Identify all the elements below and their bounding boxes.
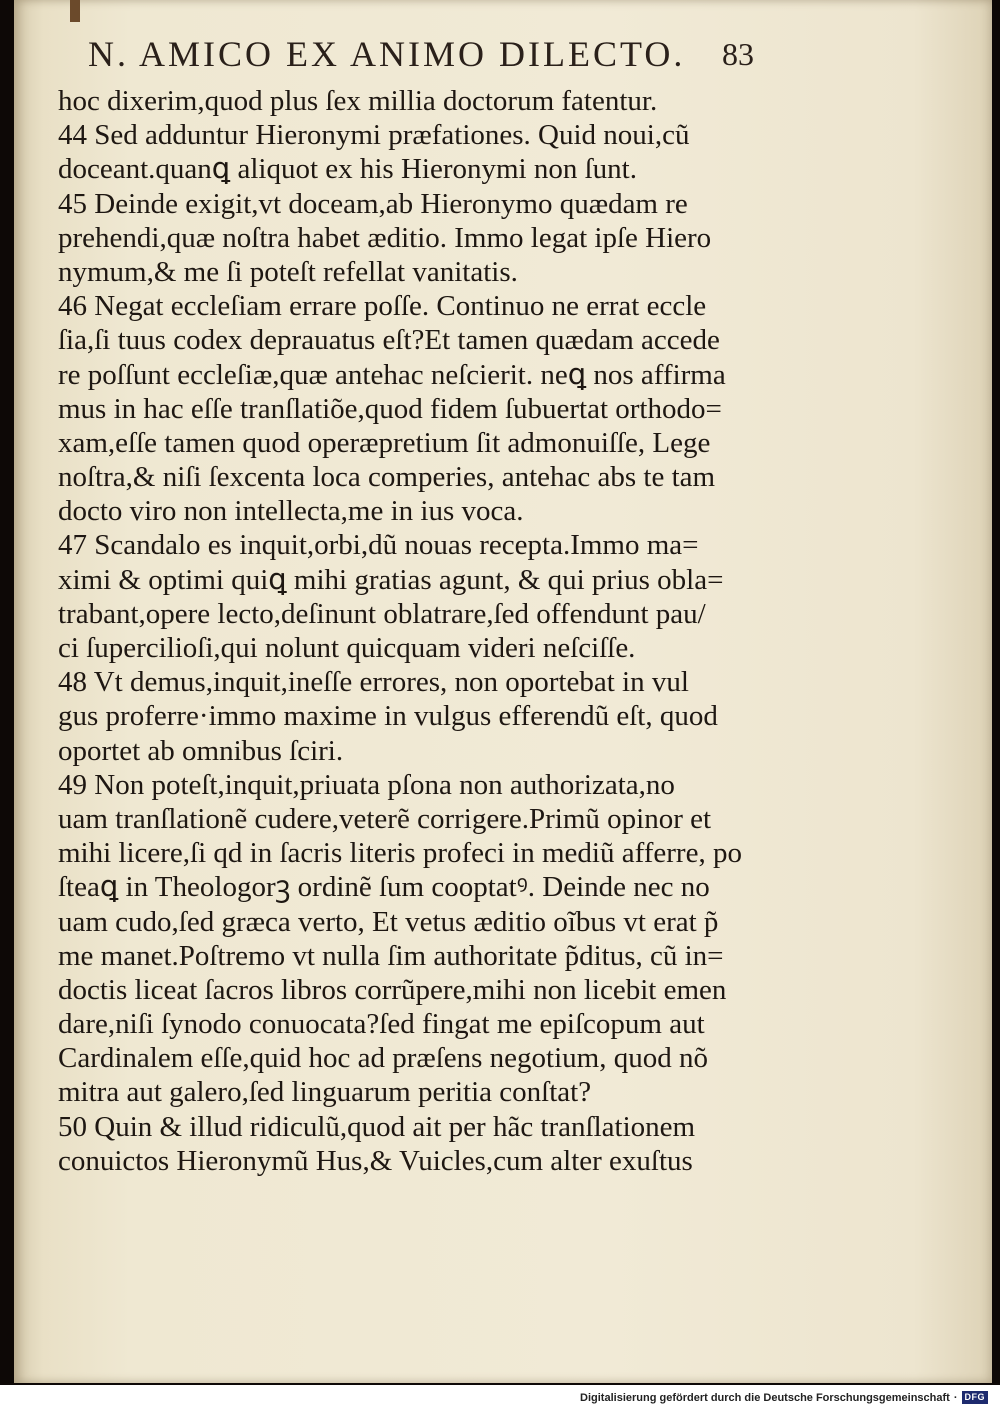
text-line: ci ſupercilioſi,qui nolunt quicquam videri neſciſſe. (58, 632, 636, 664)
text-line: 50 Quin & illud ridiculũ,quod ait per hãc tranſlationem (58, 1110, 696, 1143)
text-line: mitra aut galero,ſed linguarum peritia conſtat? (58, 1076, 592, 1109)
text-line: hoc dixerim,quod plus ſex millia doctorum fatentur. (58, 85, 658, 117)
text-line: doctis liceat ſacros libros corrũpere,mihi non licebit emen (58, 973, 727, 1006)
text-line: 44 Sed adduntur Hieronymi præfationes. Quid noui,cũ (58, 119, 690, 152)
text-line: uam tranſlationẽ cudere,veterẽ corrigere.Primũ opinor et (58, 802, 712, 835)
text-line: gus proferre·immo maxime in vulgus efferendũ eſt, quod (58, 700, 718, 733)
text-line: conuictos Hieronymũ Hus,& Vuicles,cum alter exuſtus (58, 1144, 693, 1177)
credit-text: Digitalisierung gefördert durch die Deutsche Forschungsgemeinschaft (580, 1391, 950, 1404)
text-line: 47 Scandalo es inquit,orbi,dũ nouas recepta.Immo ma= (58, 529, 699, 562)
dfg-logo: DFG (962, 1391, 989, 1404)
text-line: oportet ab omnibus ſciri. (58, 734, 344, 767)
text-line: mus in hac eſſe tranſlatiõe,quod fidem ſubuertat orthodo= (58, 392, 722, 425)
text-line: re poſſunt eccleſiæ,quæ antehac neſcierit. neꝗ nos affirma (58, 358, 726, 391)
text-line: uam cudo,ſed græca verto, Et vetus æditio oĩbus vt erat p̃ (58, 905, 719, 938)
text-line: Cardinalem eſſe,quid hoc ad præſens negotium, quod nõ (58, 1042, 708, 1075)
text-line: xam,eſſe tamen quod operæpretium ſit admonuiſſe, Lege (58, 426, 711, 459)
text-line: noſtra,& niſi ſexcenta loca comperies, antehac abs te tam (58, 461, 716, 494)
text-line: nymum,& me ſi poteſt refellat vanitatis. (58, 255, 518, 288)
text-line: mihi licere,ſi qd in ſacris literis profeci in mediũ afferre, po (58, 837, 742, 870)
text-line: 46 Negat eccleſiam errare poſſe. Continuo ne errat eccle (58, 290, 707, 323)
text-line: doceant.quanꝗ aliquot ex his Hieronymi non ſunt. (58, 153, 637, 186)
text-line: me manet.Poſtremo vt nulla ſim authoritate p̃ditus, cũ in= (58, 939, 724, 972)
text-line: dare,niſi ſynodo conuocata?ſed fingat me epiſcopum aut (58, 1008, 705, 1041)
body-text (58, 84, 768, 1178)
text-line: 45 Deinde exigit,vt doceam,ab Hieronymo quædam re (58, 187, 688, 220)
text-line: 48 Vt demus,inquit,ineſſe errores, non oportebat in vul (58, 666, 689, 699)
separator-dot: · (953, 1391, 958, 1404)
binding-tab (70, 0, 80, 22)
text-line: 49 Non poteſt,inquit,priuata pſona non authorizata,no (58, 768, 675, 801)
text-line: ſteaꝗ in Theologorꝫ ordinẽ ſum cooptatꝰ. Deinde nec no (58, 871, 710, 904)
digitization-credit (580, 1390, 1000, 1405)
text-line: trabant,opere lecto,deſinunt oblatrare,ſed offendunt pau/ (58, 597, 706, 630)
text-line: prehendi,quæ noſtra habet æditio. Immo legat ipſe Hiero (58, 221, 712, 254)
text-line: ſia,ſi tuus codex deprauatus eſt?Et tamen quædam accede (58, 324, 720, 357)
text-line: ximi & optimi quiꝗ mihi gratias agunt, & qui prius obla= (58, 563, 724, 596)
running-head: N. AMICO EX ANIMO DILECTO. (88, 34, 686, 74)
text-line: docto viro non intellecta,me in ius voca. (58, 495, 524, 528)
page-number: 83 (722, 36, 754, 72)
